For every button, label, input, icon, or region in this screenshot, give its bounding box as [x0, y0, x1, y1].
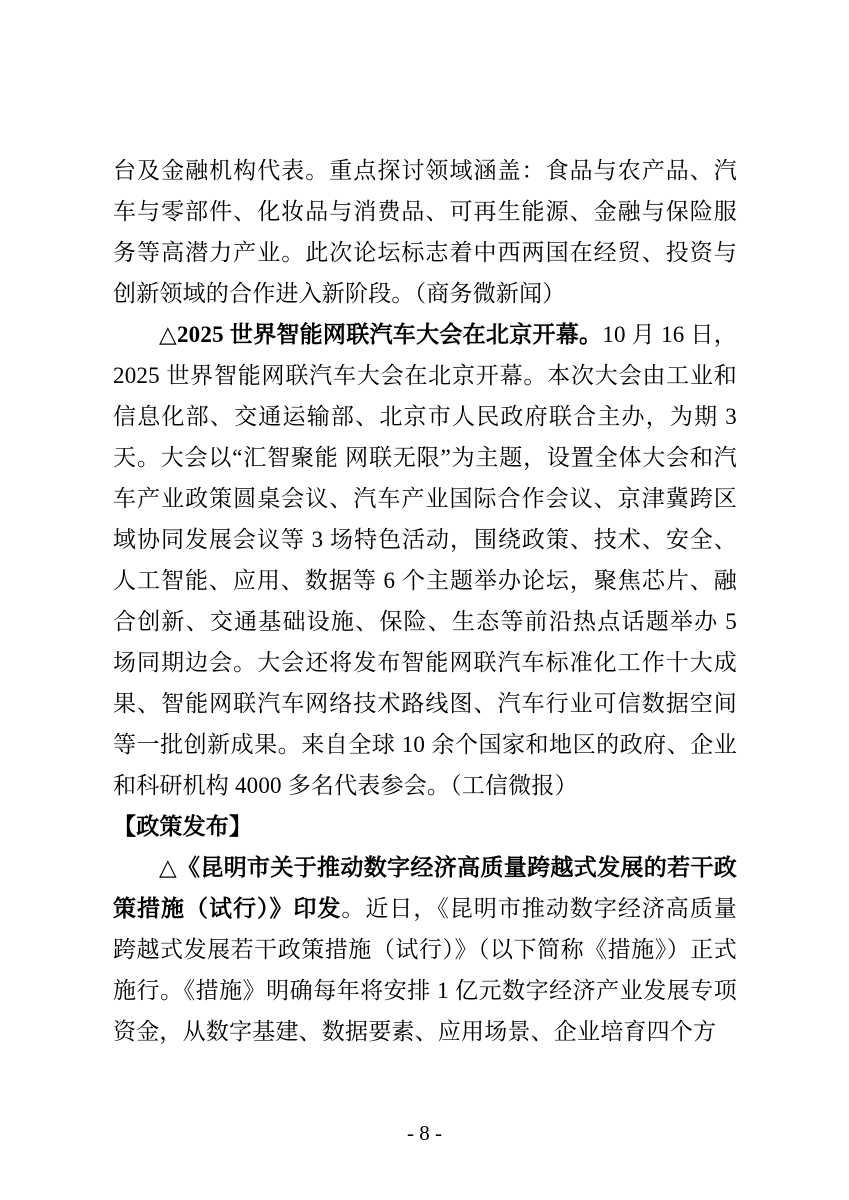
- bold-text-run: 【政策发布】: [113, 814, 253, 839]
- paragraph-kunming-measures: [113, 847, 737, 1052]
- page-footer: [0, 1118, 849, 1148]
- bold-text-run: △《昆明市关于推动数字经济高质量跨越式发展的若干政策措施（试行）》印发: [113, 855, 737, 921]
- section-heading-policy-release: [113, 806, 737, 847]
- page-body-text: [113, 150, 737, 1052]
- paragraph-icv-conference: [113, 314, 737, 806]
- text-run: 10 月 16 日，2025 世界智能网联汽车大会在北京开幕。本次大会由工业和信息化部、交通运输部、北京市人民政府联合主办，为期 3 天。大会以“汇智聚能 网联无限”为主题，设置全体大会和汽车产业政策圆桌会议、汽车产业国际合作会议、京津冀跨区域协同发展会议等 3 场特色活动，围绕政策、技术、安全、人工智能、应用、数据等 6 个主题举办论坛，聚焦芯片、融合创新、交通基础设施、保险、生态等前沿热点话题举办 5 场同期边会。大会还将发布智能网联汽车标准化工作十大成果、智能网联汽车网络技术路线图、汽车行业可信数据空间等一批创新成果。来自全球 10 余个国家和地区的政府、企业和科研机构 4000 多名代表参会。（工信微报）: [113, 322, 738, 798]
- page-number: - 8 -: [407, 1121, 442, 1145]
- text-run: 。近日，《昆明市推动数字经济高质量跨越式发展若干政策措施（试行）》（以下简称《措施》）正式施行。《措施》明确每年将安排 1 亿元数字经济产业发展专项资金，从数字基建、数据要素、应用场景、企业培育四个方: [113, 896, 737, 1044]
- bold-text-run: △2025 世界智能网联汽车大会在北京开幕。: [159, 322, 603, 347]
- paragraph-forum-continuation: [113, 150, 737, 314]
- text-run: 台及金融机构代表。重点探讨领域涵盖：食品与农产品、汽车与零部件、化妆品与消费品、可再生能源、金融与保险服务等高潜力产业。此次论坛标志着中西两国在经贸、投资与创新领域的合作进入新阶段。（商务微新闻）: [113, 158, 737, 306]
